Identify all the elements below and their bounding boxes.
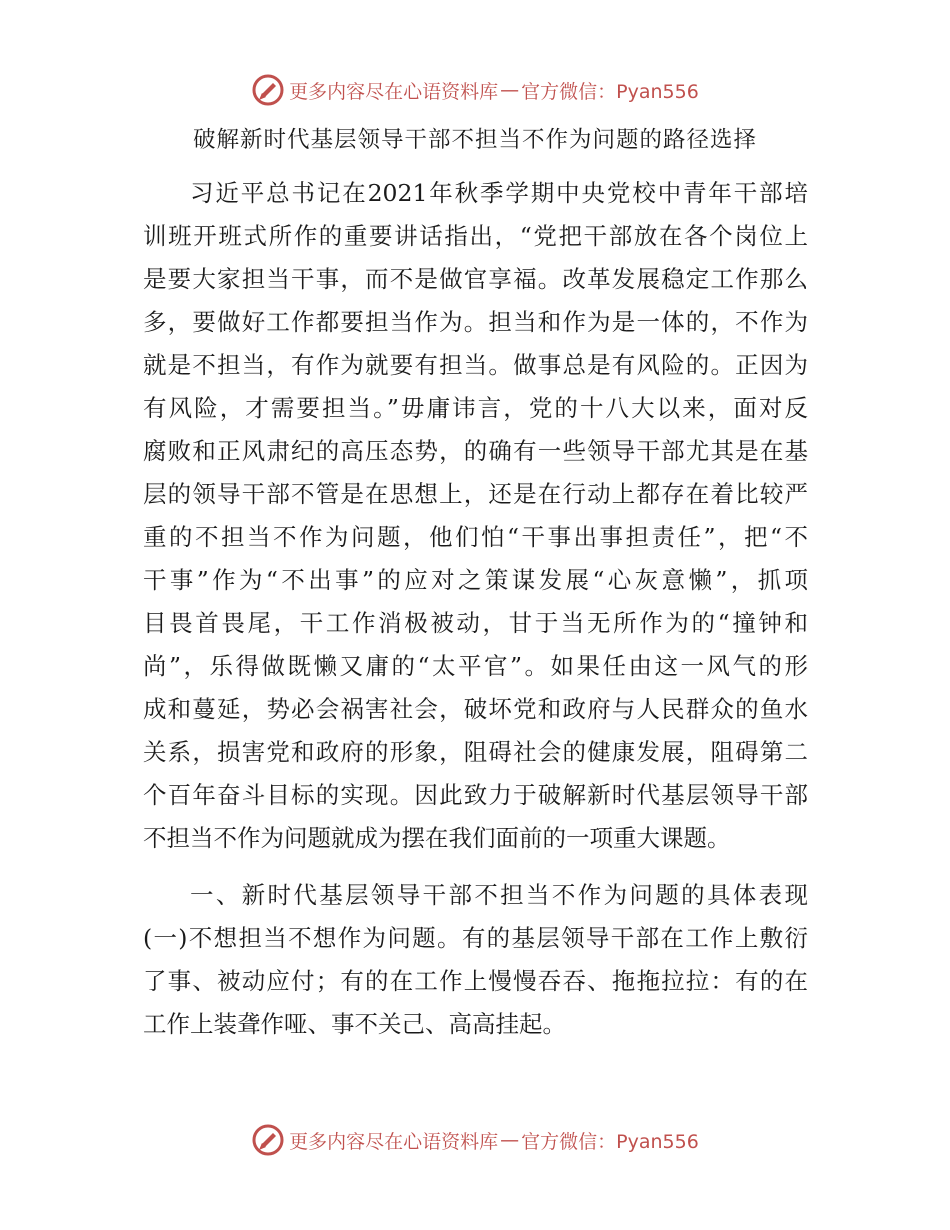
banner-contact: 官方微信：Pyan556 [521,80,699,103]
text-line: 层的领导干部不管是在思想上，还是在行动上都存在着比较严 [143,480,808,508]
document-title: 破解新时代基层领导干部不担当不作为问题的路径选择 [192,127,757,153]
text-line: 就是不担当，有作为就要有担当。做事总是有风险的。正因为 [143,351,808,379]
text-line: 是要大家担当干事，而不是做官享福。改革发展稳定工作那么 [143,265,808,293]
text-line: 工作上装聋作哑、事不关己、高高挂起。 [143,1010,566,1038]
text-line: 干事”作为“不出事”的应对之策谋发展“心灰意懒”，抓项 [143,566,808,594]
logo-icon [251,73,285,107]
text-line: 目畏首畏尾，干工作消极被动，甘于当无所作为的“撞钟和 [143,609,808,637]
watermark-banner-bottom [0,1120,950,1160]
section-heading: 一、新时代基层领导干部不担当不作为问题的具体表现 [190,881,808,909]
text-line: 习近平总书记在2021年秋季学期中央党校中青年干部培 [190,179,808,207]
text-line: 有风险，才需要担当。”毋庸讳言，党的十八大以来，面对反 [143,394,808,422]
paragraph-gap [143,860,808,874]
text-line: 成和蔓延，势必会祸害社会，破坏党和政府与人民群众的鱼水 [143,695,808,723]
watermark-banner-top [0,70,950,110]
section-one [143,874,808,1046]
text-line: 腐败和正风肃纪的高压态势，的确有一些领导干部尤其是在基 [143,437,808,465]
logo-icon [251,1123,285,1157]
text-line: 多，要做好工作都要担当作为。担当和作为是一体的，不作为 [143,308,808,336]
banner-text: 更多内容尽在心语资料库 [289,80,499,103]
text-line: 个百年奋斗目标的实现。因此致力于破解新时代基层领导干部 [143,781,808,809]
text-line: 尚”，乐得做既懒又庸的“太平官”。如果任由这一风气的形 [143,652,808,680]
paragraph-intro [143,172,808,860]
text-line: (一)不想担当不想作为问题。有的基层领导干部在工作上敷衍 [143,924,808,952]
banner-separator: — [500,1129,520,1151]
document-body [143,172,808,1046]
text-line: 重的不担当不作为问题，他们怕“干事出事担责任”，把“不 [143,523,808,551]
text-line: 了事、被动应付；有的在工作上慢慢吞吞、拖拖拉拉：有的在 [143,967,808,995]
text-line: 训班开班式所作的重要讲话指出，“党把干部放在各个岗位上 [143,222,808,250]
text-line: 不担当不作为问题就成为摆在我们面前的一项重大课题。 [143,824,731,852]
text-line: 关系，损害党和政府的形象，阻碍社会的健康发展，阻碍第二 [143,738,808,766]
banner-separator: — [500,79,520,101]
banner-text: 更多内容尽在心语资料库 [289,1130,499,1153]
banner-contact: 官方微信：Pyan556 [521,1130,699,1153]
